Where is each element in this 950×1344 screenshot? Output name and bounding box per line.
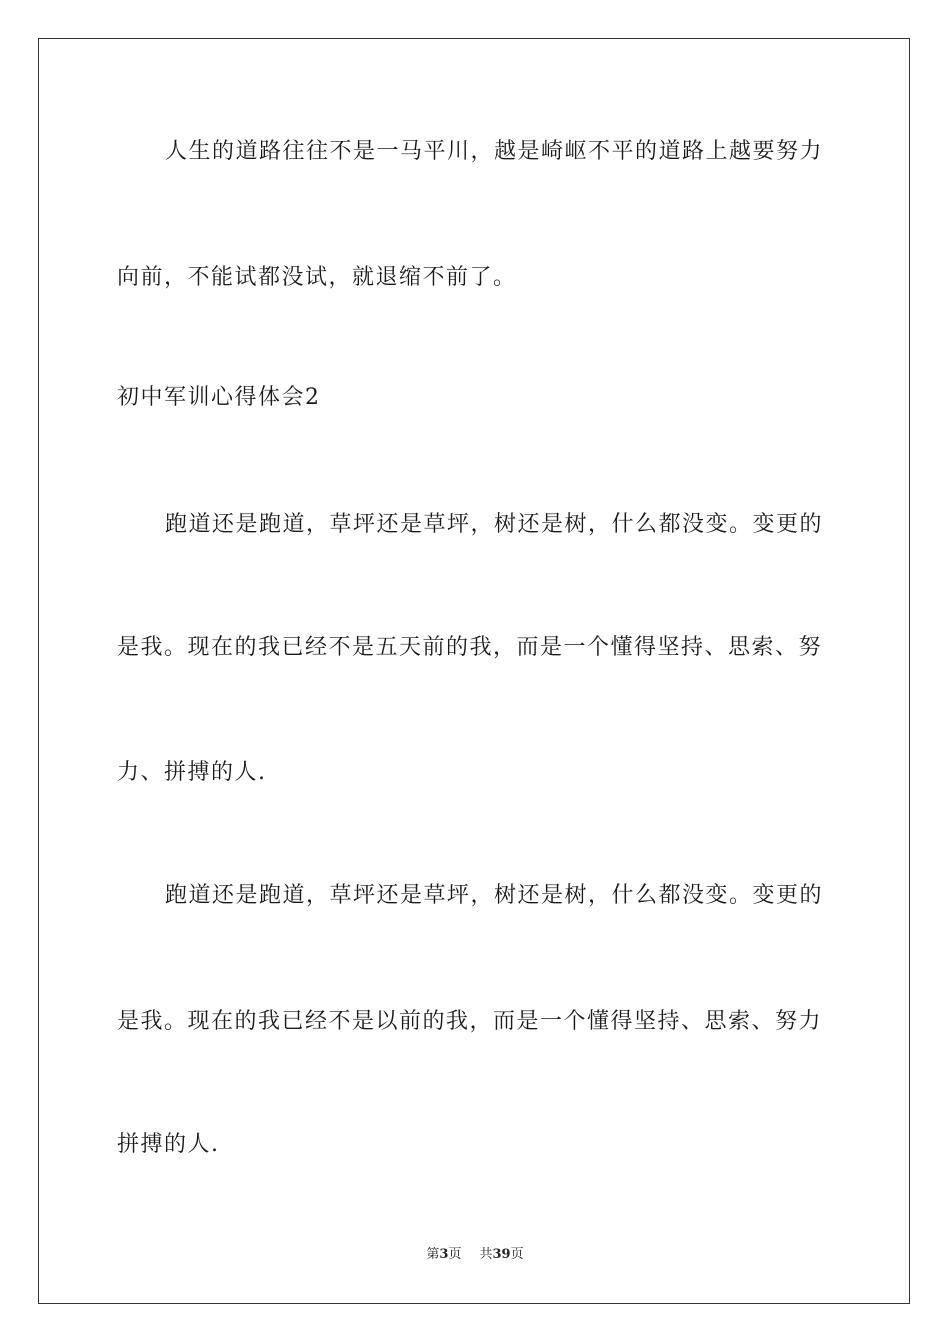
total-suffix: 页 (510, 1247, 524, 1262)
paragraph-line-4: 是我。现在的我已经不是五天前的我，而是一个懂得坚持、思索、努 (117, 635, 823, 660)
page-prefix: 第 (426, 1247, 440, 1262)
paragraph-line-2: 向前，不能试都没试，就退缩不前了。 (117, 265, 517, 290)
page-border (38, 38, 910, 1304)
paragraph-line-3: 跑道还是跑道，草坪还是草坪，树还是树，什么都没变。变更的 (165, 512, 824, 537)
paragraph-line-6: 跑道还是跑道，草坪还是草坪，树还是树，什么都没变。变更的 (165, 883, 824, 908)
paragraph-line-7: 是我。现在的我已经不是以前的我，而是一个懂得坚持、思索、努力 (117, 1009, 823, 1034)
total-pages: 39 (492, 1247, 511, 1262)
paragraph-line-1: 人生的道路往往不是一马平川，越是崎岖不平的道路上越要努力 (165, 139, 824, 164)
page-footer (0, 1246, 950, 1264)
total-prefix: 共 (479, 1247, 493, 1262)
paragraph-line-8: 拼搏的人. (117, 1132, 220, 1157)
page-suffix: 页 (448, 1247, 462, 1262)
paragraph-line-5: 力、拼搏的人. (117, 760, 267, 785)
section-heading: 初中军训心得体会2 (117, 385, 321, 410)
page-number: 3 (439, 1247, 449, 1262)
